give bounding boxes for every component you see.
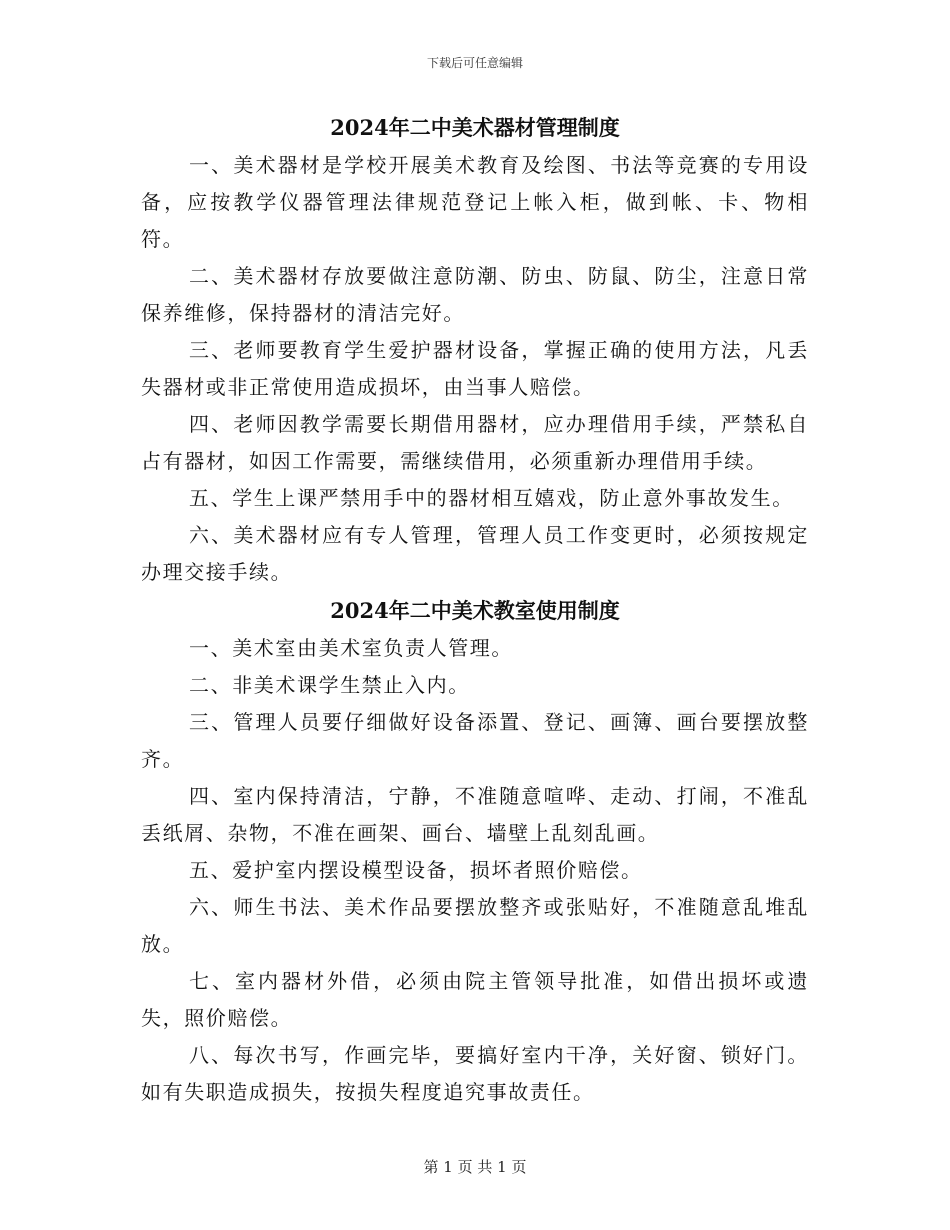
section-2-paragraph: 七、室内器材外借，必须由院主管领导批准，如借出损坏或遗失，照价赔偿。 <box>141 969 809 1030</box>
document-body <box>141 111 809 1111</box>
section-1-paragraph: 四、老师因教学需要长期借用器材，应办理借用手续，严禁私自占有器材，如因工作需要，需继续借用，必须重新办理借用手续。 <box>141 412 809 473</box>
section-1-title: 2024年二中美术器材管理制度 <box>330 115 620 140</box>
section-1-paragraph: 二、美术器材存放要做注意防潮、防虫、防鼠、防尘，注意日常保养维修，保持器材的清洁完好。 <box>141 264 809 325</box>
section-2-paragraph: 一、美术室由美术室负责人管理。 <box>189 636 513 660</box>
section-1-paragraph: 六、美术器材应有专人管理，管理人员工作变更时，必须按规定办理交接手续。 <box>141 523 809 584</box>
section-2-paragraph: 五、爱护室内摆设模型设备，损坏者照价赔偿。 <box>189 858 643 882</box>
section-2-paragraph: 三、管理人员要仔细做好设备添置、登记、画簿、画台要摆放整齐。 <box>141 710 809 771</box>
page-header: 下载后可任意编辑 <box>426 56 523 70</box>
section-1-paragraph: 一、美术器材是学校开展美术教育及绘图、书法等竞赛的专用设备，应按教学仪器管理法律规范登记上帐入柜，做到帐、卡、物相符。 <box>141 153 809 251</box>
section-1-paragraph: 三、老师要教育学生爱护器材设备，掌握正确的使用方法，凡丢失器材或非正常使用造成损坏，由当事人赔偿。 <box>141 338 809 399</box>
section-2-title: 2024年二中美术教室使用制度 <box>330 598 620 623</box>
section-1-paragraph: 五、学生上课严禁用手中的器材相互嬉戏，防止意外事故发生。 <box>189 486 794 510</box>
section-2-paragraph: 八、每次书写，作画完毕，要搞好室内干净，关好窗、锁好门。如有失职造成损失，按损失程度追究事故责任。 <box>141 1043 809 1104</box>
section-2-paragraph: 六、师生书法、美术作品要摆放整齐或张贴好，不准随意乱堆乱放。 <box>141 895 809 956</box>
page-footer: 第 1 页 共 1 页 <box>423 1158 527 1176</box>
section-2-paragraph: 二、非美术课学生禁止入内。 <box>189 673 470 697</box>
section-2-paragraph: 四、室内保持清洁，宁静，不准随意喧哗、走动、打闹，不准乱丢纸屑、杂物，不准在画架、画台、墙壁上乱刻乱画。 <box>141 784 809 845</box>
